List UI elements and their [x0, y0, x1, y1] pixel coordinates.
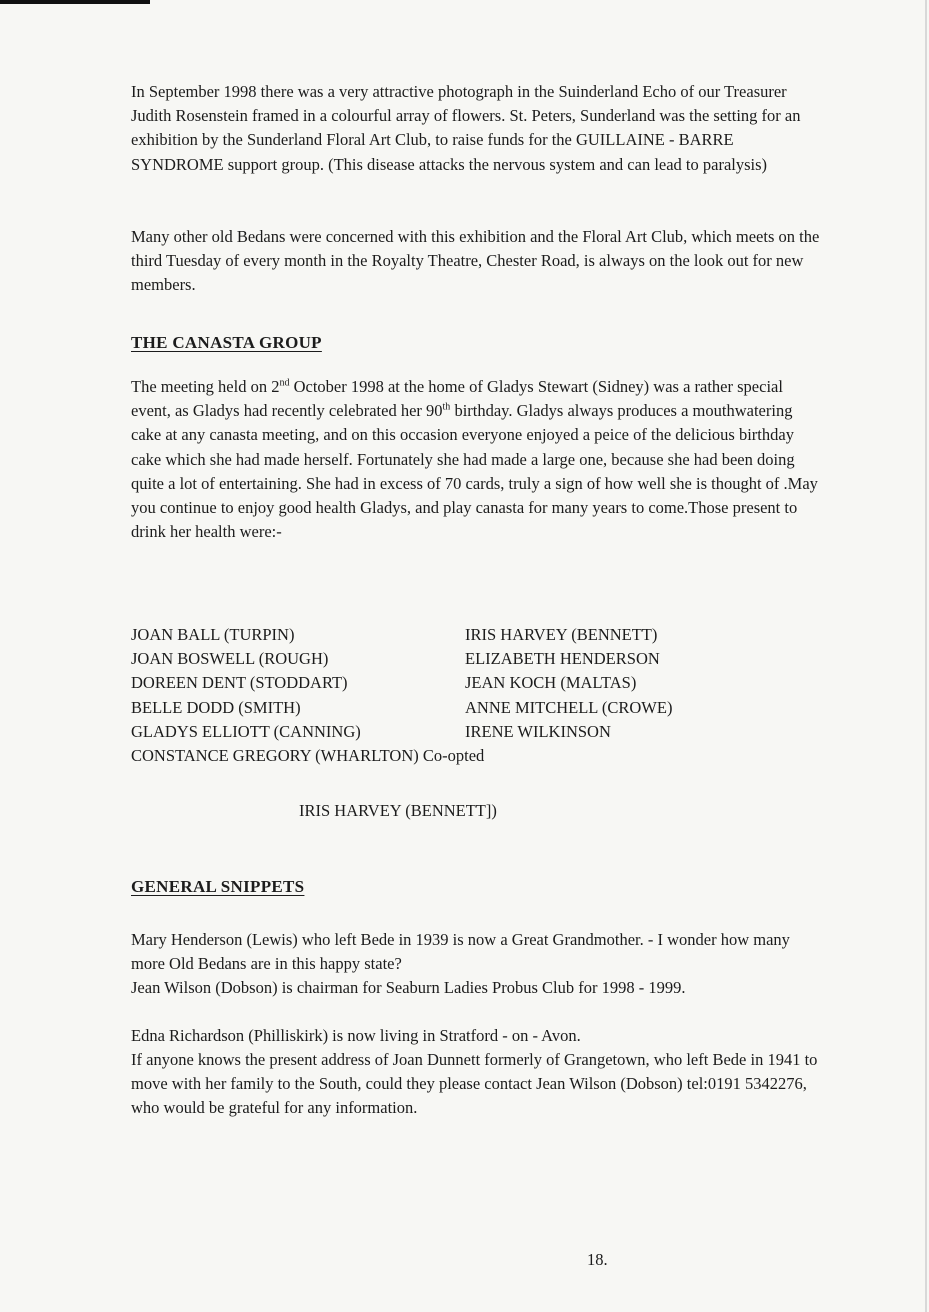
author-signature: IRIS HARVEY (BENNETT]): [299, 801, 497, 820]
page-number: 18.: [587, 1250, 608, 1269]
attendee-name: JEAN KOCH (MALTAS): [465, 673, 637, 693]
attendee-name: BELLE DODD (SMITH): [131, 697, 301, 717]
scan-edge-line: [925, 0, 927, 1312]
intro-paragraph-2: Many other old Bedans were concerned with this exhibition and the Floral Art Club, which meets on the third Tuesday of every month in the Royalty Theatre, Chester Road, is always on the look out for new members.: [131, 227, 820, 295]
canasta-paragraph: [131, 375, 821, 544]
attendee-name: JOAN BOSWELL (ROUGH): [131, 649, 329, 669]
intro-paragraph-1: In September 1998 there was a very attractive photograph in the Suinderland Echo of our Treasurer Judith Rosenstein framed in a colourful array of flowers. St. Peters, Sunderland was the setting for an exhibition by the Sunderland Floral Art Club, to raise funds for the GUILLAINE - BARRE SYNDROME support group. (This disease attacks the nervous system and can lead to paralysis): [131, 82, 801, 174]
attendee-name: DOREEN DENT (STODDART): [131, 673, 348, 693]
attendee-column-left: [131, 623, 361, 744]
snippet-item: Jean Wilson (Dobson) is chairman for Seaburn Ladies Probus Club for 1998 - 1999.: [131, 978, 686, 997]
snippet-item: Edna Richardson (Philliskirk) is now living in Stratford - on - Avon.: [131, 1026, 581, 1045]
attendee-name: ANNE MITCHELL (CROWE): [465, 697, 673, 717]
canasta-text-part: birthday. Gladys always produces a mouthwatering cake at any canasta meeting, and on this occasion everyone enjoyed a peice of the delicious birthday cake which she had made herself. Fortunately she had made a large one, because she had been doing quite a lot of entertaining. She had in excess of 70 cards, truly a sign of how well she is thought of .May you continue to enjoy good health Gladys, and play canasta for many years to come.Those present to drink her health were:-: [131, 401, 818, 542]
snippet-item: Mary Henderson (Lewis) who left Bede in 1939 is now a Great Grandmother. - I wonder how many more Old Bedans are in this happy state?: [131, 930, 790, 974]
snippet-item: If anyone knows the present address of Joan Dunnett formerly of Grangetown, who left Bede in 1941 to move with her family to the South, could they please contact Jean Wilson (Dobson) tel:0191 5342276, who would be grateful for any information.: [131, 1050, 818, 1118]
ordinal-suffix: th: [442, 401, 451, 413]
ordinal-suffix: nd: [279, 377, 290, 389]
scan-edge-mark: [0, 0, 150, 4]
canasta-text-part: October 1998 at the home of Gladys Stewart (Sidney) was a rather special event, as Gladys had recently celebrated her 90: [131, 377, 783, 421]
general-snippets-heading: GENERAL SNIPPETS: [131, 877, 305, 896]
canasta-group-heading: THE CANASTA GROUP: [131, 333, 322, 352]
attendee-name: IRIS HARVEY (BENNETT): [465, 625, 658, 644]
attendee-name: GLADYS ELLIOTT (CANNING): [131, 721, 361, 741]
attendee-name: JOAN BALL (TURPIN): [131, 625, 295, 644]
attendee-name: ELIZABETH HENDERSON: [465, 649, 660, 669]
attendee-column-right: [465, 623, 672, 744]
canasta-text-part: The meeting held on 2: [131, 377, 280, 396]
attendee-name: IRENE WILKINSON: [465, 721, 611, 741]
attendee-name-coopted: CONSTANCE GREGORY (WHARLTON) Co-opted: [131, 746, 485, 765]
